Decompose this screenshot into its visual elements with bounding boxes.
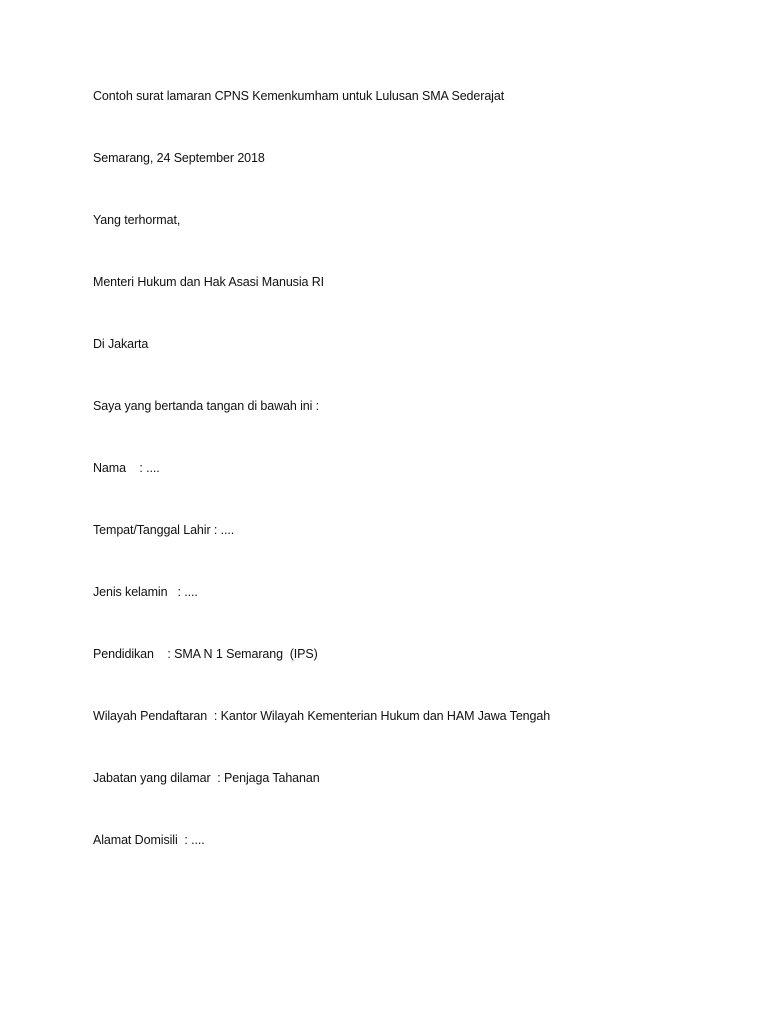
field-pendidikan: Pendidikan : SMA N 1 Semarang (IPS)	[93, 647, 318, 661]
field-jenis-kelamin: Jenis kelamin : ....	[93, 585, 198, 599]
recipient-location: Di Jakarta	[93, 337, 149, 351]
salutation: Yang terhormat,	[93, 213, 181, 227]
field-alamat-domisili: Alamat Domisili : ....	[93, 833, 205, 847]
field-nama: Nama : ....	[93, 461, 160, 475]
recipient: Menteri Hukum dan Hak Asasi Manusia RI	[93, 275, 325, 289]
field-tempat-tanggal-lahir: Tempat/Tanggal Lahir : ....	[93, 523, 235, 537]
document-title: Contoh surat lamaran CPNS Kemenkumham untuk Lulusan SMA Sederajat	[93, 89, 505, 103]
field-jabatan: Jabatan yang dilamar : Penjaga Tahanan	[93, 771, 320, 785]
place-date: Semarang, 24 September 2018	[93, 151, 265, 165]
field-wilayah-pendaftaran: Wilayah Pendaftaran : Kantor Wilayah Kementerian Hukum dan HAM Jawa Tengah	[93, 709, 551, 723]
intro-text: Saya yang bertanda tangan di bawah ini :	[93, 399, 320, 413]
